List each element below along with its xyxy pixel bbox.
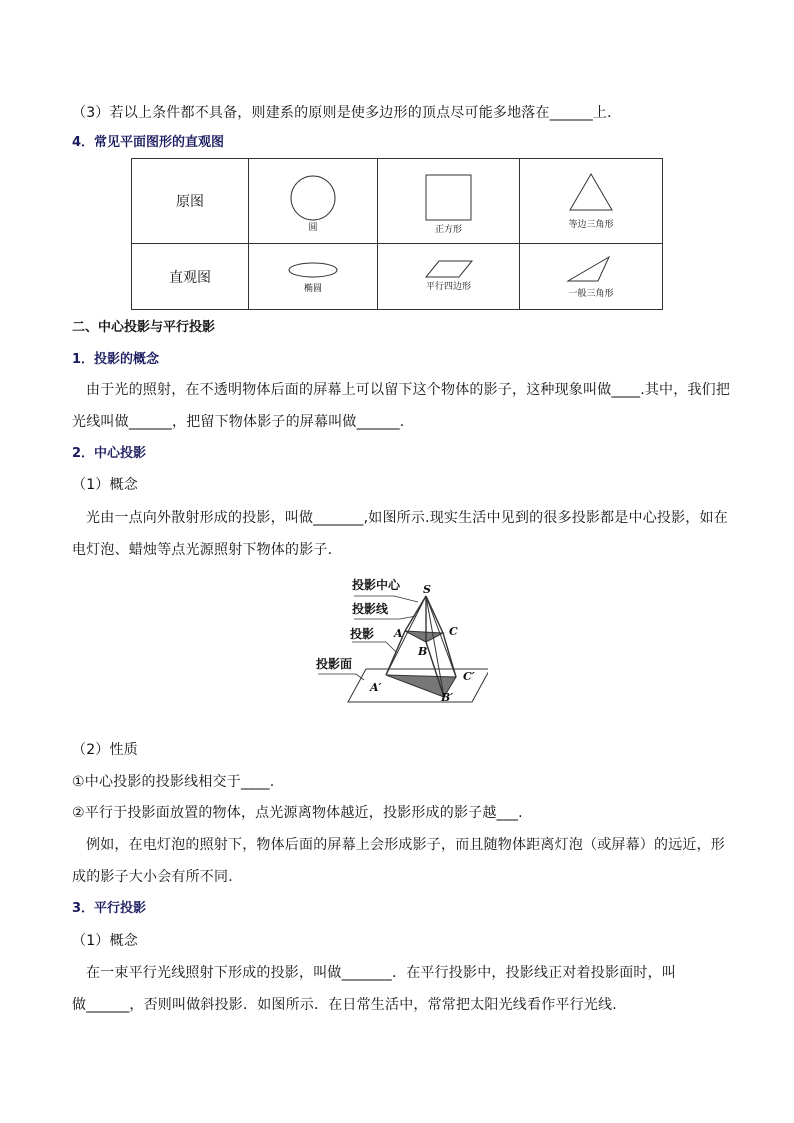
heading-3: 3．平行投影 xyxy=(72,901,147,916)
cell-equilateral-triangle xyxy=(520,159,663,244)
ellipse-shape xyxy=(283,258,343,282)
label-C: C xyxy=(449,625,458,638)
general-triangle-shape xyxy=(561,255,621,285)
text-line-prop1: ①中心投影的投影线相交于____. xyxy=(72,774,275,790)
cell-square xyxy=(378,159,520,244)
equilateral-triangle-shape xyxy=(561,171,621,217)
label-projection: 投影 xyxy=(350,627,375,641)
caption-ellipse: 椭圆 xyxy=(303,284,322,294)
label-A: A xyxy=(394,627,403,640)
cell-circle xyxy=(249,159,378,244)
text-line-ex2: 成的影子大小会有所不同. xyxy=(72,869,233,885)
central-projection-diagram xyxy=(308,576,488,706)
label-B: B xyxy=(418,645,428,658)
label-S: S xyxy=(423,583,431,596)
label-B-prime: B′ xyxy=(441,691,454,704)
text-line-par2: 做______，否则叫做斜投影．如图所示．在日常生活中，常常把太阳光线看作平行光线. xyxy=(72,997,617,1013)
heading-2: 2．中心投影 xyxy=(72,446,147,461)
label-projection-center: 投影中心 xyxy=(352,578,401,592)
text-line-c1: 光由一点向外散射形成的投影，叫做_______,如图所示.现实生活中见到的很多投影都是中心投影，如在 xyxy=(86,510,728,526)
parallelogram-shape xyxy=(419,258,479,282)
text-line-prop2: ②平行于投影面放置的物体，点光源离物体越近，投影形成的影子越___. xyxy=(72,805,523,821)
row-label-intuitive-text: 直观图 xyxy=(169,269,211,286)
caption-circle: 圆 xyxy=(308,223,318,233)
label-C-prime: C′ xyxy=(463,670,475,683)
text-line-ex1: 例如，在电灯泡的照射下，物体后面的屏幕上会形成影子，而且随物体距离灯泡（或屏幕）的远近，形 xyxy=(86,837,725,853)
cell-ellipse xyxy=(249,244,378,310)
heading-4: 4．常见平面图形的直观图 xyxy=(72,135,225,150)
subheading-concept-1: （1）概念 xyxy=(72,477,138,493)
cell-general-triangle xyxy=(520,244,663,310)
square-shape xyxy=(419,172,479,224)
text-line-proj1: 由于光的照射，在不透明物体后面的屏幕上可以留下这个物体的影子，这种现象叫做____.其中，我们把 xyxy=(86,382,731,398)
label-projection-plane: 投影面 xyxy=(316,657,353,671)
row-label-intuitive xyxy=(132,244,249,310)
row-label-original xyxy=(132,159,249,244)
figures-table xyxy=(131,158,663,310)
text-line-proj2: 光线叫做______，把留下物体影子的屏幕叫做______. xyxy=(72,414,405,430)
row-label-original-text: 原图 xyxy=(176,194,204,210)
section-2-title: 二、中心投影与平行投影 xyxy=(72,320,216,335)
label-projection-line: 投影线 xyxy=(352,602,389,616)
circle-shape xyxy=(283,173,343,223)
text-line-p3: （3）若以上条件都不具备，则建系的原则是使多边形的顶点尽可能多地落在______上． xyxy=(72,105,622,121)
label-A-prime: A′ xyxy=(370,681,382,694)
cell-parallelogram xyxy=(378,244,520,310)
text-line-c2: 电灯泡、蜡烛等点光源照射下物体的影子. xyxy=(72,542,333,558)
subheading-properties: （2）性质 xyxy=(72,742,138,758)
subheading-concept-3: （1）概念 xyxy=(72,933,138,949)
caption-square: 正方形 xyxy=(434,225,462,235)
heading-1: 1．投影的概念 xyxy=(72,352,160,367)
caption-equilateral-triangle: 等边三角形 xyxy=(568,220,614,230)
caption-parallelogram: 平行四边形 xyxy=(425,282,471,292)
caption-general-triangle: 一般三角形 xyxy=(568,289,614,299)
text-line-par1: 在一束平行光线照射下形成的投影，叫做_______．在平行投影中，投影线正对着投影面时，叫 xyxy=(86,965,676,981)
